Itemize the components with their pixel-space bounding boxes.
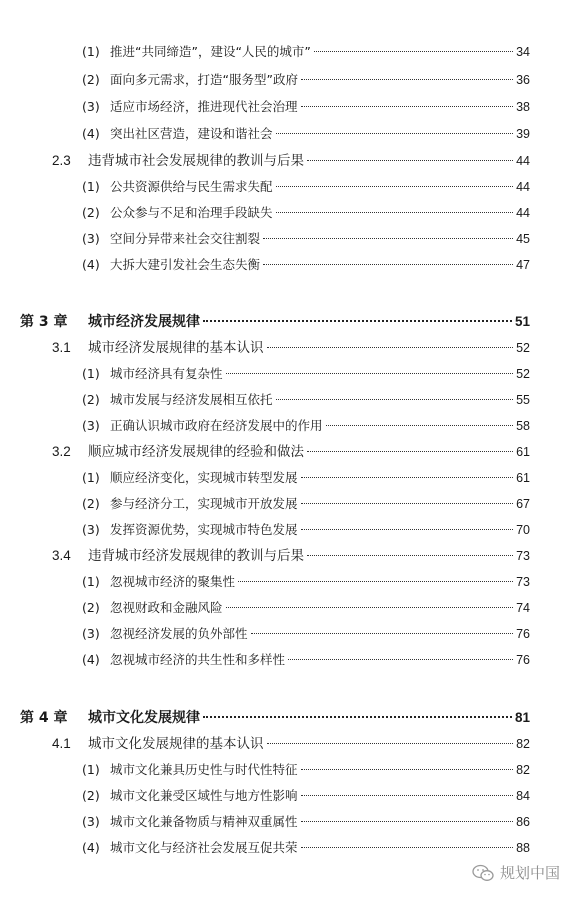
page-number: 36 [516, 73, 530, 87]
page-number: 82 [516, 737, 530, 751]
toc-item [82, 416, 530, 436]
page-number: 73 [516, 575, 530, 589]
entry-number: (1) [82, 762, 100, 777]
page-number: 73 [516, 549, 530, 563]
dot-leader [267, 742, 514, 744]
toc-item [82, 650, 530, 670]
page-number: 82 [516, 763, 530, 777]
page-number: 44 [516, 180, 530, 194]
entry-number: (3) [82, 418, 100, 433]
toc-item [82, 624, 530, 644]
entry-title: 忽视财政和金融风险 [110, 600, 223, 615]
page-number: 51 [514, 314, 530, 329]
entry-number: 3.1 [52, 340, 71, 355]
entry-title: 城市文化发展规律的基本认识 [88, 736, 264, 752]
dot-leader [301, 476, 514, 478]
toc-item [82, 177, 530, 197]
toc-item [82, 124, 530, 144]
dot-leader [267, 346, 514, 348]
toc-item [82, 229, 530, 249]
dot-leader [301, 820, 514, 822]
entry-number: 第 3 章 [20, 314, 68, 330]
dot-leader [263, 237, 513, 239]
section-entry [52, 338, 530, 358]
wechat-icon [472, 864, 494, 882]
entry-title: 城市经济发展规律的基本认识 [88, 340, 264, 356]
entry-title: 适应市场经济，推进现代社会治理 [110, 99, 298, 114]
entry-title: 忽视经济发展的负外部性 [110, 626, 248, 641]
entry-number: (1) [82, 44, 100, 59]
entry-number: (1) [82, 366, 100, 381]
entry-number: (4) [82, 840, 100, 855]
dot-leader [276, 132, 514, 134]
toc-item [82, 390, 530, 410]
entry-title: 参与经济分工，实现城市开放发展 [110, 496, 298, 511]
entry-number: (2) [82, 788, 100, 803]
toc-item [82, 70, 530, 90]
dot-leader [226, 606, 514, 608]
entry-number: (2) [82, 72, 100, 87]
dot-leader [226, 372, 514, 374]
entry-number: 第 4 章 [20, 710, 68, 726]
entry-title: 违背城市社会发展规律的教训与后果 [88, 153, 304, 169]
entry-title: 推进“共同缔造”，建设“人民的城市” [110, 44, 311, 59]
entry-number: (2) [82, 205, 100, 220]
dot-leader [203, 319, 512, 322]
entry-number: (3) [82, 231, 100, 246]
page-number: 44 [516, 206, 530, 220]
page-number: 45 [516, 232, 530, 246]
section-entry [52, 442, 530, 462]
page-number: 38 [516, 100, 530, 114]
toc-item [82, 520, 530, 540]
page-number: 58 [516, 419, 530, 433]
entry-number: 2.3 [52, 153, 71, 168]
toc-item [82, 760, 530, 780]
section-entry [52, 734, 530, 754]
toc-item [82, 42, 530, 62]
dot-leader [301, 105, 514, 107]
entry-title: 大拆大建引发社会生态失衡 [110, 257, 261, 272]
page-number: 86 [516, 815, 530, 829]
entry-number: (1) [82, 574, 100, 589]
toc-item [82, 364, 530, 384]
entry-title: 发挥资源优势，实现城市特色发展 [110, 522, 298, 537]
toc-item [82, 786, 530, 806]
entry-title: 城市发展与经济发展相互依托 [110, 392, 273, 407]
page-number: 52 [516, 341, 530, 355]
toc-item [82, 255, 530, 275]
dot-leader [301, 502, 514, 504]
dot-leader [301, 78, 513, 80]
entry-number: (3) [82, 522, 100, 537]
dot-leader [301, 846, 514, 848]
toc-item [82, 494, 530, 514]
entry-title: 忽视城市经济的聚集性 [110, 574, 236, 589]
watermark [472, 862, 560, 883]
entry-title: 城市文化兼受区域性与地方性影响 [110, 788, 298, 803]
entry-number: 3.4 [52, 548, 71, 563]
chapter-entry [20, 708, 530, 728]
entry-title: 城市经济发展规律 [88, 314, 200, 330]
dot-leader [301, 528, 514, 530]
entry-title: 公共资源供给与民生需求失配 [110, 179, 273, 194]
page-number: 76 [516, 627, 530, 641]
dot-leader [288, 658, 513, 660]
entry-title: 城市文化发展规律 [88, 710, 200, 726]
dot-leader [307, 450, 513, 452]
toc-item [82, 812, 530, 832]
entry-number: (2) [82, 392, 100, 407]
dot-leader [251, 632, 514, 634]
section-entry [52, 151, 530, 171]
toc-item [82, 598, 530, 618]
dot-leader [326, 424, 514, 426]
page-number: 52 [516, 367, 530, 381]
dot-leader [301, 794, 514, 796]
page-number: 74 [516, 601, 530, 615]
entry-number: 3.2 [52, 444, 71, 459]
entry-title: 突出社区营造，建设和谐社会 [110, 126, 273, 141]
toc-item [82, 203, 530, 223]
entry-title: 正确认识城市政府在经济发展中的作用 [110, 418, 323, 433]
page-number: 39 [516, 127, 530, 141]
entry-number: (3) [82, 626, 100, 641]
entry-title: 公众参与不足和治理手段缺失 [110, 205, 273, 220]
entry-number: (4) [82, 126, 100, 141]
page-number: 34 [516, 45, 530, 59]
entry-title: 面向多元需求，打造“服务型”政府 [110, 72, 298, 87]
chapter-entry [20, 312, 530, 332]
entry-title: 空间分异带来社会交往割裂 [110, 231, 261, 246]
toc-item [82, 838, 530, 858]
dot-leader [307, 159, 513, 161]
entry-number: (2) [82, 496, 100, 511]
page-number: 44 [516, 154, 530, 168]
dot-leader [307, 554, 513, 556]
entry-number: (4) [82, 652, 100, 667]
page-number: 70 [516, 523, 530, 537]
entry-title: 违背城市经济发展规律的教训与后果 [88, 548, 304, 564]
entry-number: (1) [82, 179, 100, 194]
toc-item [82, 572, 530, 592]
entry-number: (2) [82, 600, 100, 615]
watermark-text: 规划中国 [499, 864, 560, 882]
page-number: 76 [516, 653, 530, 667]
entry-number: (1) [82, 470, 100, 485]
entry-title: 城市文化兼备物质与精神双重属性 [110, 814, 298, 829]
page-number: 84 [516, 789, 530, 803]
dot-leader [314, 50, 513, 52]
dot-leader [276, 211, 514, 213]
page-number: 55 [516, 393, 530, 407]
toc-item [82, 468, 530, 488]
entry-title: 顺应城市经济发展规律的经验和做法 [88, 444, 304, 460]
page-number: 81 [514, 710, 530, 725]
dot-leader [276, 398, 514, 400]
dot-leader [263, 263, 513, 265]
entry-number: 4.1 [52, 736, 71, 751]
entry-title: 城市经济具有复杂性 [110, 366, 223, 381]
entry-number: (4) [82, 257, 100, 272]
page-number: 47 [516, 258, 530, 272]
entry-title: 顺应经济变化，实现城市转型发展 [110, 470, 298, 485]
dot-leader [238, 580, 513, 582]
section-entry [52, 546, 530, 566]
entry-number: (3) [82, 99, 100, 114]
dot-leader [276, 185, 514, 187]
page-number: 67 [516, 497, 530, 511]
entry-title: 忽视城市经济的共生性和多样性 [110, 652, 286, 667]
page-number: 61 [516, 445, 530, 459]
dot-leader [301, 768, 514, 770]
page-number: 61 [516, 471, 530, 485]
entry-title: 城市文化与经济社会发展互促共荣 [110, 840, 298, 855]
dot-leader [203, 715, 512, 718]
toc-item [82, 97, 530, 117]
entry-number: (3) [82, 814, 100, 829]
entry-title: 城市文化兼具历史性与时代性特征 [110, 762, 298, 777]
page-number: 88 [516, 841, 530, 855]
